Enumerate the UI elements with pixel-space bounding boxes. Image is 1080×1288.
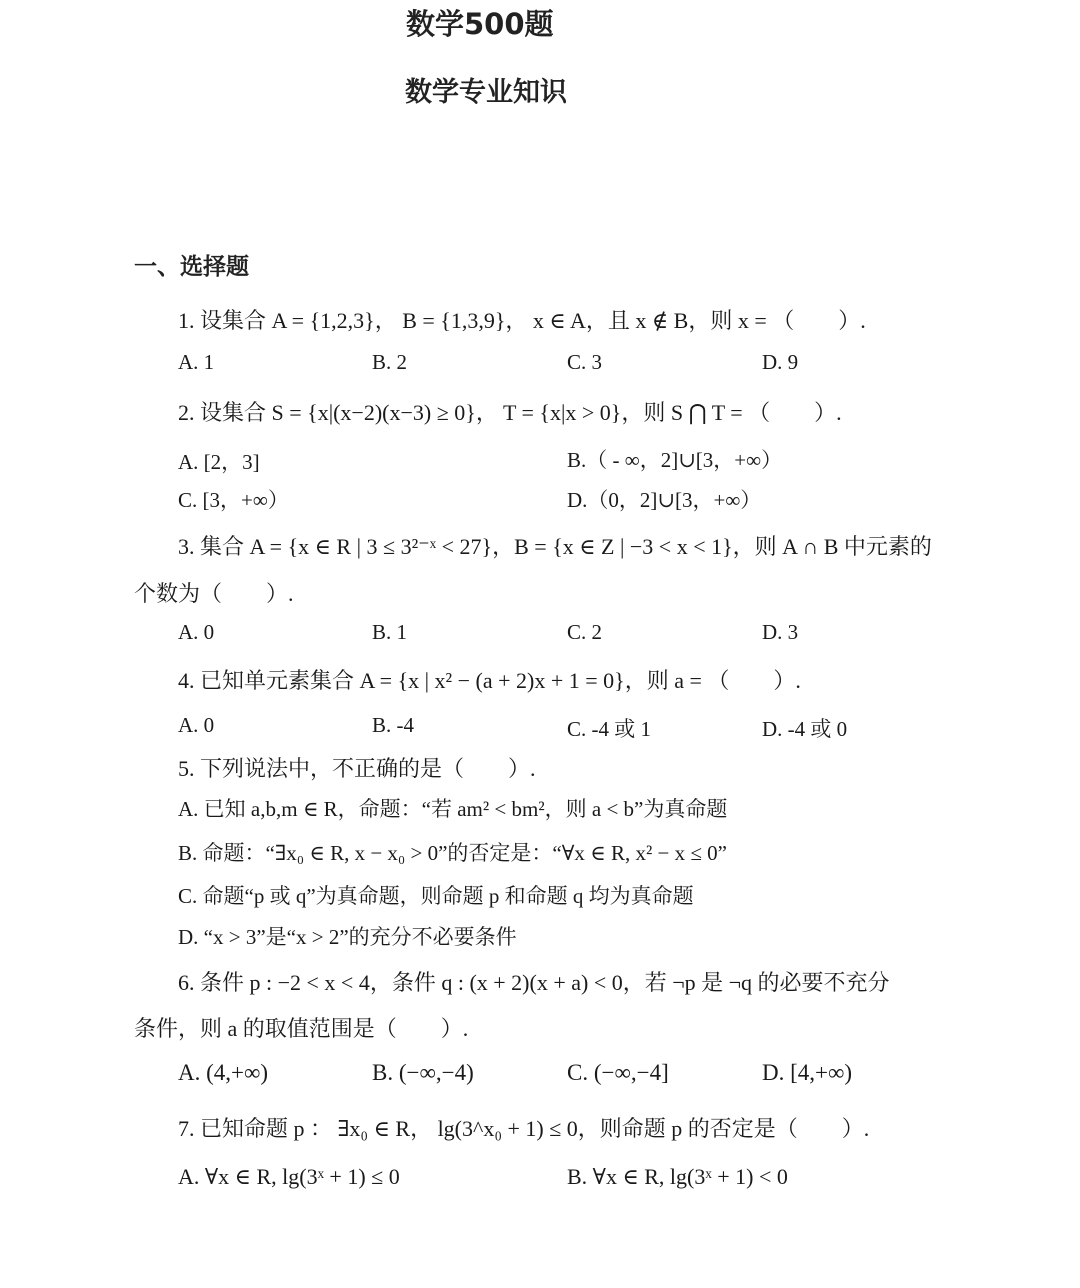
question-6: 6. 条件 p : −2 < x < 4，条件 q : (x + 2)(x + a) < 0，若 ¬p 是 ¬q 的必要不充分 [178, 970, 890, 995]
q7-option-b: B. ∀x ∈ R, lg(3ˣ + 1) < 0 [567, 1164, 788, 1189]
q5-option-a: A. 已知 a,b,m ∈ R，命题：“若 am² < bm²，则 a < b”为真命题 [178, 797, 728, 821]
q2-option-b: B.（ - ∞，2]∪[3，+∞） [567, 448, 783, 472]
q1-option-d: D. 9 [762, 350, 799, 374]
q6-option-c: C. (−∞,−4] [567, 1060, 669, 1085]
q4-option-b: B. -4 [372, 713, 414, 737]
q6-option-b: B. (−∞,−4) [372, 1060, 474, 1085]
doc-subtitle: 数学专业知识 [405, 77, 567, 108]
question-6-continued: 条件，则 a 的取值范围是（ ）. [134, 1016, 469, 1041]
q4-option-c: C. -4 或 1 [567, 717, 651, 741]
q1-option-a: A. 1 [178, 350, 215, 374]
q3-option-a: A. 0 [178, 620, 215, 644]
q5-option-d: D. “x > 3”是“x > 2”的充分不必要条件 [178, 925, 517, 949]
question-5: 5. 下列说法中，不正确的是（ ）. [178, 756, 536, 781]
section-heading: 一、选择题 [134, 254, 249, 280]
q1-option-b: B. 2 [372, 350, 408, 374]
q3-option-c: C. 2 [567, 620, 603, 644]
doc-title: 数学500题 [406, 7, 554, 41]
q4-option-a: A. 0 [178, 713, 215, 737]
q6-option-a: A. (4,+∞) [178, 1060, 269, 1085]
question-4: 4. 已知单元素集合 A = {x | x² − (a + 2)x + 1 = 0}，则 a = （ ）. [178, 668, 801, 693]
q5-option-b: B. 命题：“∃x₀ ∈ R, x − x₀ > 0”的否定是：“∀x ∈ R, x² − x ≤ 0” [178, 841, 727, 865]
question-2: 2. 设集合 S = {x|(x−2)(x−3) ≥ 0}， T = {x|x > 0}，则 S ⋂ T = （ ）. [178, 400, 842, 425]
q2-option-a: A. [2，3] [178, 450, 260, 474]
question-1: 1. 设集合 A = {1,2,3}， B = {1,3,9}， x ∈ A，且 x ∉ B，则 x = （ ）. [178, 308, 866, 333]
question-3: 3. 集合 A = {x ∈ R | 3 ≤ 3²⁻ˣ < 27}，B = {x ∈ Z | −3 < x < 1}，则 A ∩ B 中元素的 [178, 534, 932, 559]
question-3-continued: 个数为（ ）. [134, 581, 294, 606]
q2-option-c: C. [3，+∞） [178, 488, 289, 512]
q3-option-d: D. 3 [762, 620, 799, 644]
q5-option-c: C. 命题“p 或 q”为真命题，则命题 p 和命题 q 均为真命题 [178, 884, 694, 908]
q3-option-b: B. 1 [372, 620, 408, 644]
q7-option-a: A. ∀x ∈ R, lg(3ˣ + 1) ≤ 0 [178, 1164, 400, 1189]
q6-option-d: D. [4,+∞) [762, 1060, 853, 1085]
q2-option-d: D.（0，2]∪[3，+∞） [567, 488, 762, 512]
q4-option-d: D. -4 或 0 [762, 717, 848, 741]
q1-option-c: C. 3 [567, 350, 603, 374]
question-7: 7. 已知命题 p ： ∃x₀ ∈ R， lg(3^x₀ + 1) ≤ 0，则命题 p 的否定是（ ）. [178, 1116, 870, 1141]
